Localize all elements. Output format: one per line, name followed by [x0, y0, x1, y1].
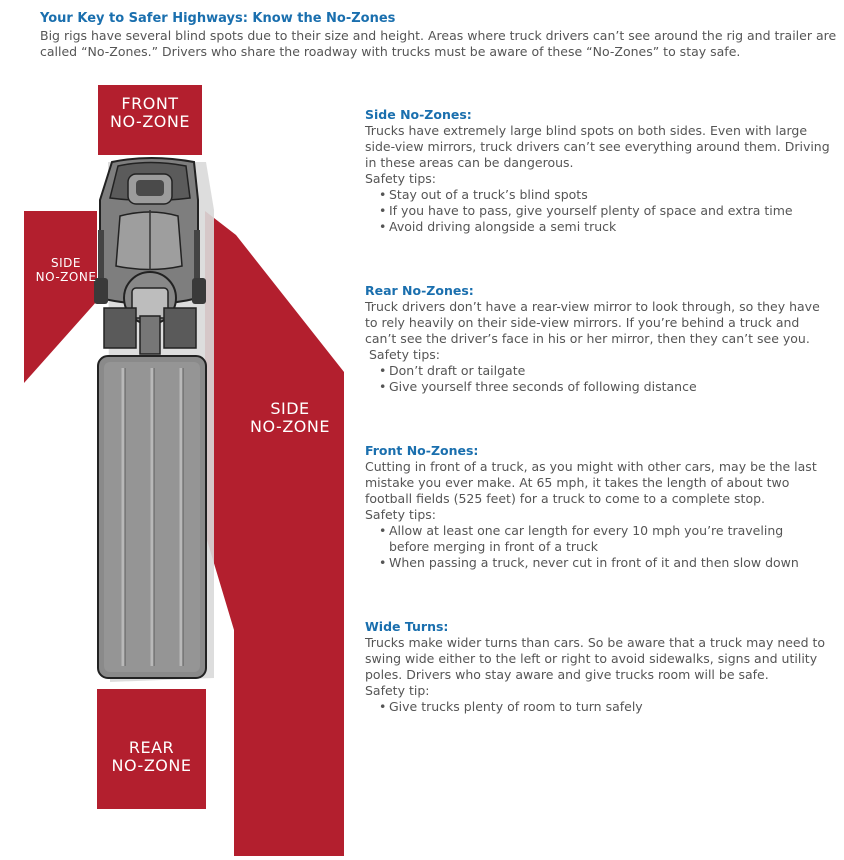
- front-no-zones-section: [365, 443, 840, 571]
- tips-list: [365, 363, 840, 395]
- tips-list: [365, 699, 840, 715]
- wide-turns-section: [365, 619, 840, 715]
- section-title: Side No-Zones:: [365, 107, 472, 122]
- section-body: Trucks make wider turns than cars. So be aware that a truck may need to swing wide either to the left or right to avoid sidewalks, signs and utility poles. Drivers who stay aware and give trucks room will be safe.: [365, 635, 826, 682]
- rear-no-zone-label: REAR NO-ZONE: [111, 738, 192, 776]
- tip-item: • Avoid driving alongside a semi truck: [379, 219, 840, 235]
- truck-cab: [94, 158, 206, 354]
- tips-list: [365, 187, 840, 235]
- section-body: Cutting in front of a truck, as you might with other cars, may be the last mistake you ever make. At 65 mph, it takes the length of about two football fields (525 feet) for a truck to come to a complete stop.: [365, 459, 817, 506]
- section-title: Rear No-Zones:: [365, 283, 474, 298]
- tips-title: Safety tips:: [365, 507, 436, 522]
- section-body: Truck drivers don’t have a rear-view mirror to look through, so they have to rely heavily on their side-view mirrors. If you’re behind a truck and can’t see the driver’s face in his or her mirror, then they can’t see you.: [365, 299, 820, 346]
- section-title: Wide Turns:: [365, 619, 449, 634]
- tip-item: • Give yourself three seconds of following distance: [379, 379, 840, 395]
- rear-no-zones-section: [365, 283, 840, 395]
- tip-item: • Don’t draft or tailgate: [379, 363, 840, 379]
- safety-text-column: [365, 107, 840, 715]
- left-side-no-zone-label: SIDE NO-ZONE: [35, 256, 97, 284]
- front-no-zone-label: FRONT NO-ZONE: [110, 94, 190, 132]
- section-body: Trucks have extremely large blind spots on both sides. Even with large side-view mirrors, truck drivers can’t see everything around them. Driving in these areas can be dangerous.: [365, 123, 830, 170]
- tip-item: • Stay out of a truck’s blind spots: [379, 187, 840, 203]
- tips-list: [365, 523, 809, 571]
- left-side-no-zone: [24, 211, 97, 383]
- right-side-no-zone: [205, 211, 344, 856]
- intro-paragraph: Big rigs have several blind spots due to their size and height. Areas where truck drivers can’t see around the rig and trailer are called “No-Zones.” Drivers who share the roadway with trucks must be aware of these “No-Zones” to stay safe.: [40, 28, 837, 59]
- section-title: Front No-Zones:: [365, 443, 479, 458]
- tips-title: Safety tips:: [369, 347, 440, 362]
- tip-item: • If you have to pass, give yourself plenty of space and extra time: [379, 203, 840, 219]
- tip-item: • When passing a truck, never cut in front of it and then slow down: [379, 555, 809, 571]
- intro: [40, 10, 840, 60]
- truck-trailer: [98, 356, 206, 678]
- no-zone-diagram: [0, 70, 350, 856]
- tip-item: • Give trucks plenty of room to turn safely: [379, 699, 840, 715]
- side-no-zones-section: [365, 107, 840, 235]
- tips-title: Safety tip:: [365, 683, 430, 698]
- tips-title: Safety tips:: [365, 171, 436, 186]
- tip-item: • Allow at least one car length for every 10 mph you’re traveling before merging in front of a truck: [379, 523, 809, 555]
- right-side-no-zone-label: SIDE NO-ZONE: [250, 399, 330, 437]
- page-title: Your Key to Safer Highways: Know the No-Zones: [40, 11, 396, 26]
